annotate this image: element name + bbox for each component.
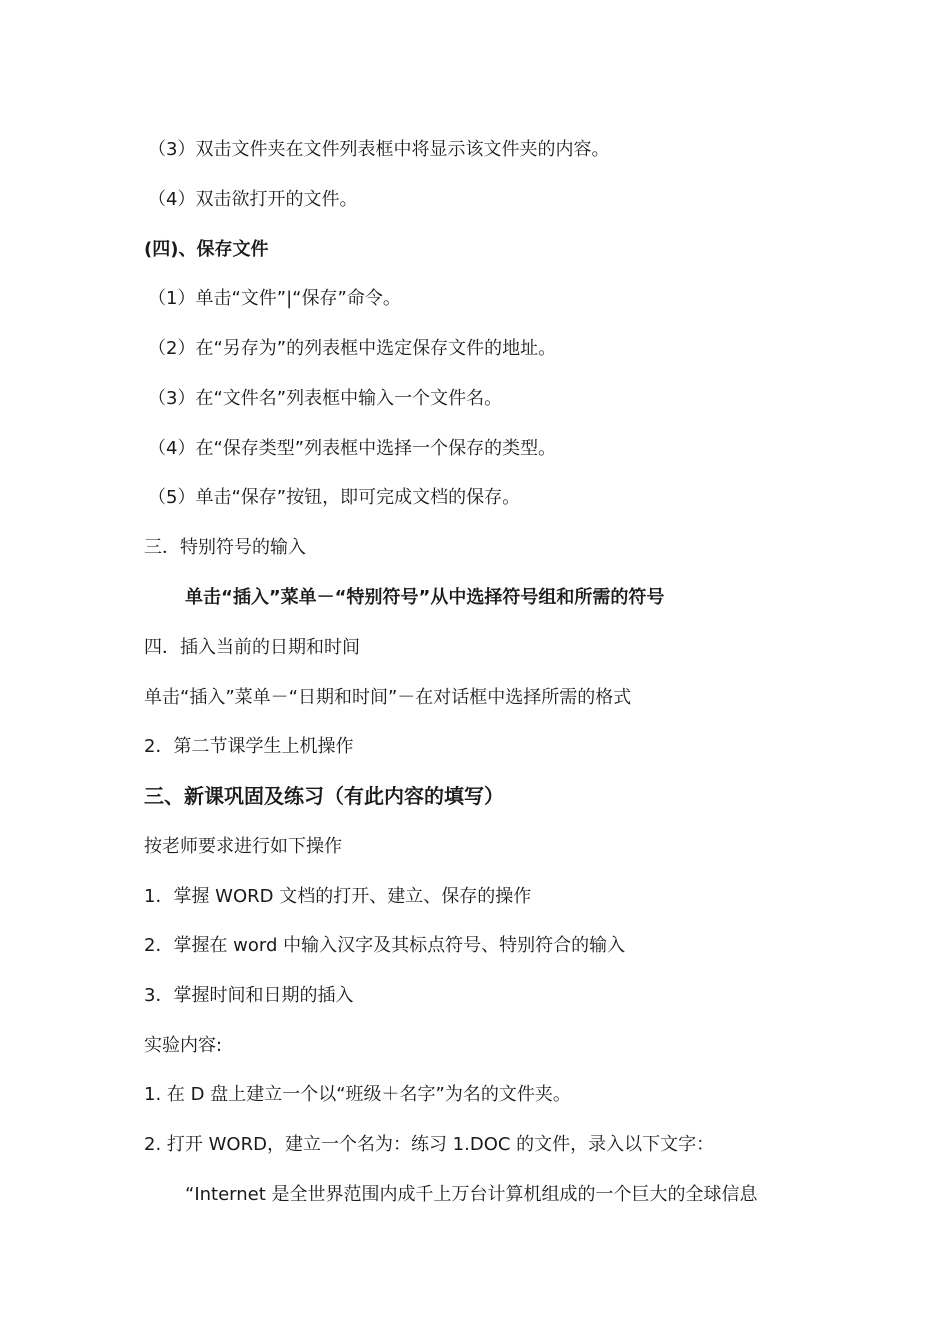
special-symbols-instruction: 单击“插入”菜单－“特别符号”从中选择符号组和所需的符号	[185, 587, 665, 608]
insert-datetime-instruction: 单击“插入”菜单－“日期和时间”－在对话框中选择所需的格式	[144, 687, 632, 708]
save-step-1: （1）单击“文件”|“保存”命令。	[148, 288, 401, 309]
section-heading-practice: 三、新课巩固及练习（有此内容的填写）	[144, 784, 504, 808]
step-double-click-folder: （3）双击文件夹在文件列表框中将显示该文件夹的内容。	[148, 139, 610, 160]
step-double-click-file: （4）双击欲打开的文件。	[148, 189, 358, 210]
practice-item-1: 1．掌握 WORD 文档的打开、建立、保存的操作	[144, 886, 532, 907]
save-step-2: （2）在“另存为”的列表框中选定保存文件的地址。	[148, 338, 557, 359]
practice-intro: 按老师要求进行如下操作	[144, 836, 342, 857]
save-step-4: （4）在“保存类型”列表框中选择一个保存的类型。	[148, 438, 557, 459]
save-step-3: （3）在“文件名”列表框中输入一个文件名。	[148, 388, 503, 409]
experiment-step-1: 1. 在 D 盘上建立一个以“班级＋名字”为名的文件夹。	[144, 1084, 571, 1105]
practice-item-2: 2．掌握在 word 中输入汉字及其标点符号、特别符合的输入	[144, 935, 626, 956]
section-heading-save-file: (四)、保存文件	[144, 239, 269, 260]
experiment-label: 实验内容:	[144, 1035, 223, 1056]
section-special-symbols: 三．特别符号的输入	[144, 537, 306, 558]
practice-item-3: 3．掌握时间和日期的插入	[144, 985, 354, 1006]
experiment-step-2: 2. 打开 WORD，建立一个名为：练习 1.DOC 的文件，录入以下文字：	[144, 1134, 715, 1155]
section-insert-datetime: 四．插入当前的日期和时间	[144, 637, 360, 658]
second-lesson-practice: 2．第二节课学生上机操作	[144, 736, 354, 757]
save-step-5: （5）单击“保存”按钮，即可完成文档的保存。	[148, 487, 521, 508]
internet-quote-text: “Internet 是全世界范围内成千上万台计算机组成的一个巨大的全球信息	[185, 1184, 758, 1205]
